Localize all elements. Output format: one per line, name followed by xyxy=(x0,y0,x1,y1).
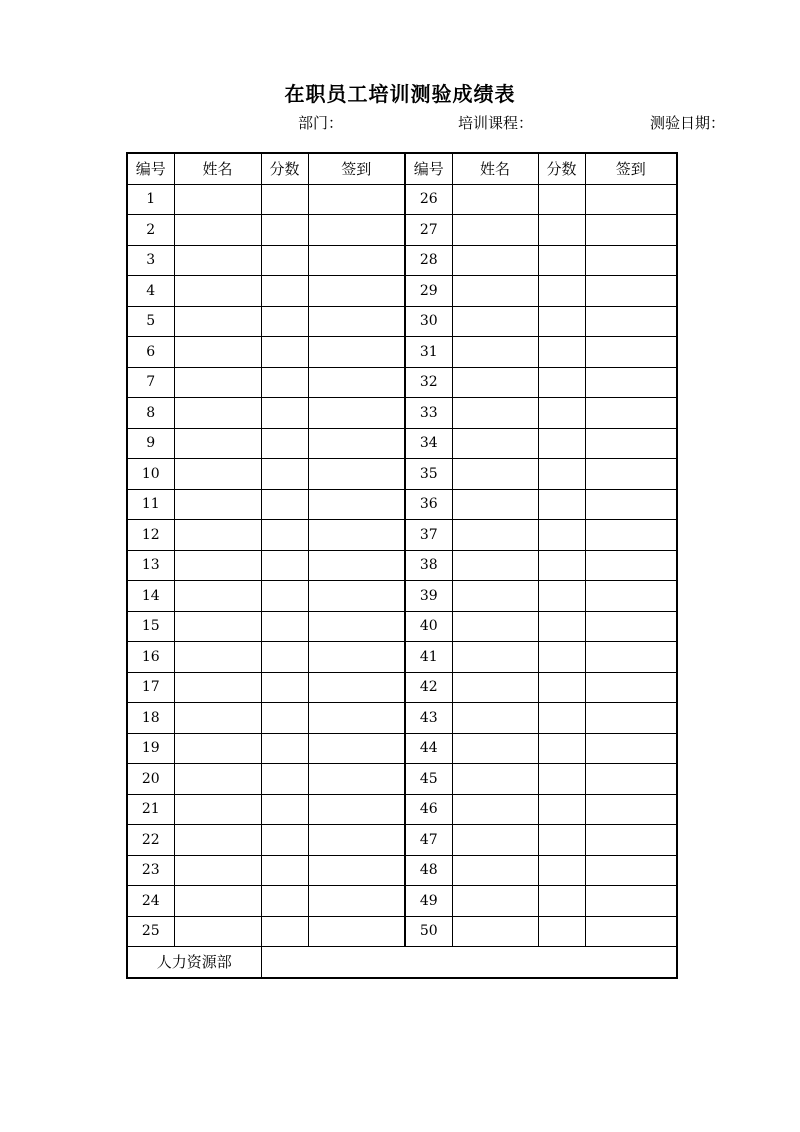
name-cell[interactable] xyxy=(452,916,538,947)
name-cell[interactable] xyxy=(452,855,538,886)
signin-cell[interactable] xyxy=(308,611,405,642)
score-cell[interactable] xyxy=(538,825,585,856)
score-cell[interactable] xyxy=(538,215,585,246)
score-cell[interactable] xyxy=(261,215,308,246)
name-cell[interactable] xyxy=(452,550,538,581)
score-cell[interactable] xyxy=(538,459,585,490)
table-row xyxy=(127,184,677,215)
score-cell[interactable] xyxy=(261,398,308,429)
score-cell[interactable] xyxy=(538,764,585,795)
table-row xyxy=(127,642,677,673)
number-cell: 30 xyxy=(405,306,452,337)
signin-cell[interactable] xyxy=(585,459,677,490)
score-cell[interactable] xyxy=(538,398,585,429)
score-cell[interactable] xyxy=(538,245,585,276)
signin-cell[interactable] xyxy=(308,642,405,673)
signin-cell[interactable] xyxy=(308,337,405,368)
name-cell[interactable] xyxy=(174,184,261,215)
signin-cell[interactable] xyxy=(308,276,405,307)
number-cell: 42 xyxy=(405,672,452,703)
signin-cell[interactable] xyxy=(308,550,405,581)
name-cell[interactable] xyxy=(174,337,261,368)
table-row xyxy=(127,306,677,337)
signin-cell[interactable] xyxy=(308,916,405,947)
signin-cell[interactable] xyxy=(585,703,677,734)
score-cell[interactable] xyxy=(261,276,308,307)
name-cell[interactable] xyxy=(174,550,261,581)
signin-cell[interactable] xyxy=(308,733,405,764)
table-row xyxy=(127,489,677,520)
number-cell: 26 xyxy=(405,184,452,215)
header-number: 编号 xyxy=(127,153,174,184)
score-cell[interactable] xyxy=(538,367,585,398)
table-row xyxy=(127,855,677,886)
name-cell[interactable] xyxy=(174,489,261,520)
name-cell[interactable] xyxy=(174,276,261,307)
table-row xyxy=(127,550,677,581)
number-cell: 9 xyxy=(127,428,174,459)
signin-cell[interactable] xyxy=(308,581,405,612)
name-cell[interactable] xyxy=(174,245,261,276)
name-cell[interactable] xyxy=(174,520,261,551)
signin-cell[interactable] xyxy=(585,794,677,825)
number-cell: 28 xyxy=(405,245,452,276)
table-row xyxy=(127,672,677,703)
name-cell[interactable] xyxy=(174,916,261,947)
table-row xyxy=(127,459,677,490)
name-cell[interactable] xyxy=(174,306,261,337)
number-cell: 39 xyxy=(405,581,452,612)
number-cell: 31 xyxy=(405,337,452,368)
course-label: 培训课程： xyxy=(458,114,534,132)
number-cell: 41 xyxy=(405,642,452,673)
header-signin: 签到 xyxy=(308,153,405,184)
signin-cell[interactable] xyxy=(308,672,405,703)
document-title: 在职员工培训测验成绩表 xyxy=(284,82,516,106)
number-cell: 35 xyxy=(405,459,452,490)
signin-cell[interactable] xyxy=(308,794,405,825)
signin-cell[interactable] xyxy=(585,428,677,459)
number-cell: 5 xyxy=(127,306,174,337)
number-cell: 49 xyxy=(405,886,452,917)
number-cell: 12 xyxy=(127,520,174,551)
signin-cell[interactable] xyxy=(308,855,405,886)
score-cell[interactable] xyxy=(538,794,585,825)
table-row xyxy=(127,337,677,368)
number-cell: 1 xyxy=(127,184,174,215)
name-cell[interactable] xyxy=(452,520,538,551)
table-row xyxy=(127,398,677,429)
score-cell[interactable] xyxy=(538,520,585,551)
number-cell: 13 xyxy=(127,550,174,581)
number-cell: 17 xyxy=(127,672,174,703)
number-cell: 11 xyxy=(127,489,174,520)
name-cell[interactable] xyxy=(174,215,261,246)
number-cell: 18 xyxy=(127,703,174,734)
signin-cell[interactable] xyxy=(585,245,677,276)
score-cell[interactable] xyxy=(538,611,585,642)
signin-cell[interactable] xyxy=(308,703,405,734)
score-cell[interactable] xyxy=(261,520,308,551)
name-cell[interactable] xyxy=(452,489,538,520)
number-cell: 27 xyxy=(405,215,452,246)
name-cell[interactable] xyxy=(452,245,538,276)
signin-cell[interactable] xyxy=(308,764,405,795)
signin-cell[interactable] xyxy=(308,459,405,490)
name-cell[interactable] xyxy=(452,794,538,825)
score-cell[interactable] xyxy=(538,733,585,764)
score-cell[interactable] xyxy=(261,764,308,795)
score-cell[interactable] xyxy=(261,459,308,490)
signin-cell[interactable] xyxy=(308,184,405,215)
name-cell[interactable] xyxy=(174,398,261,429)
signin-cell[interactable] xyxy=(585,611,677,642)
signin-cell[interactable] xyxy=(308,825,405,856)
table-row xyxy=(127,886,677,917)
name-cell[interactable] xyxy=(174,642,261,673)
name-cell[interactable] xyxy=(174,459,261,490)
number-cell: 2 xyxy=(127,215,174,246)
signin-cell[interactable] xyxy=(308,398,405,429)
name-cell[interactable] xyxy=(174,764,261,795)
number-cell: 8 xyxy=(127,398,174,429)
number-cell: 23 xyxy=(127,855,174,886)
signin-cell[interactable] xyxy=(585,642,677,673)
score-cell[interactable] xyxy=(261,428,308,459)
score-cell[interactable] xyxy=(538,855,585,886)
score-cell[interactable] xyxy=(261,672,308,703)
signin-cell[interactable] xyxy=(585,184,677,215)
number-cell: 4 xyxy=(127,276,174,307)
number-cell: 50 xyxy=(405,916,452,947)
number-cell: 3 xyxy=(127,245,174,276)
score-cell[interactable] xyxy=(538,672,585,703)
name-cell[interactable] xyxy=(174,886,261,917)
signin-cell[interactable] xyxy=(585,276,677,307)
table-row xyxy=(127,916,677,947)
number-cell: 45 xyxy=(405,764,452,795)
number-cell: 24 xyxy=(127,886,174,917)
number-cell: 38 xyxy=(405,550,452,581)
signin-cell[interactable] xyxy=(585,367,677,398)
footer-field[interactable] xyxy=(261,947,677,978)
number-cell: 19 xyxy=(127,733,174,764)
signin-cell[interactable] xyxy=(308,428,405,459)
name-cell[interactable] xyxy=(452,428,538,459)
signin-cell[interactable] xyxy=(308,886,405,917)
name-cell[interactable] xyxy=(174,581,261,612)
table-row xyxy=(127,245,677,276)
score-cell[interactable] xyxy=(538,428,585,459)
footer-row xyxy=(127,947,677,978)
header-score: 分数 xyxy=(538,153,585,184)
department-label: 部门： xyxy=(298,114,344,132)
number-cell: 15 xyxy=(127,611,174,642)
score-cell[interactable] xyxy=(261,642,308,673)
number-cell: 33 xyxy=(405,398,452,429)
score-table xyxy=(126,152,678,979)
score-cell[interactable] xyxy=(261,733,308,764)
score-cell[interactable] xyxy=(261,855,308,886)
score-cell[interactable] xyxy=(538,489,585,520)
name-cell[interactable] xyxy=(174,794,261,825)
signin-cell[interactable] xyxy=(585,855,677,886)
name-cell[interactable] xyxy=(452,642,538,673)
number-cell: 7 xyxy=(127,367,174,398)
number-cell: 43 xyxy=(405,703,452,734)
score-cell[interactable] xyxy=(261,245,308,276)
score-cell[interactable] xyxy=(538,703,585,734)
score-cell[interactable] xyxy=(538,337,585,368)
signin-cell[interactable] xyxy=(585,764,677,795)
table-row xyxy=(127,520,677,551)
signin-cell[interactable] xyxy=(308,245,405,276)
name-cell[interactable] xyxy=(174,428,261,459)
signin-cell[interactable] xyxy=(585,825,677,856)
score-cell[interactable] xyxy=(261,581,308,612)
number-cell: 21 xyxy=(127,794,174,825)
header-name: 姓名 xyxy=(452,153,538,184)
score-cell[interactable] xyxy=(538,184,585,215)
signin-cell[interactable] xyxy=(585,672,677,703)
signin-cell[interactable] xyxy=(308,306,405,337)
score-cell[interactable] xyxy=(261,367,308,398)
name-cell[interactable] xyxy=(174,825,261,856)
number-cell: 29 xyxy=(405,276,452,307)
score-cell[interactable] xyxy=(261,703,308,734)
score-cell[interactable] xyxy=(261,916,308,947)
signin-cell[interactable] xyxy=(585,398,677,429)
signin-cell[interactable] xyxy=(308,520,405,551)
score-cell[interactable] xyxy=(538,276,585,307)
score-cell[interactable] xyxy=(538,642,585,673)
table-row xyxy=(127,825,677,856)
number-cell: 20 xyxy=(127,764,174,795)
score-cell[interactable] xyxy=(261,184,308,215)
number-cell: 37 xyxy=(405,520,452,551)
table-row xyxy=(127,581,677,612)
score-cell[interactable] xyxy=(261,825,308,856)
name-cell[interactable] xyxy=(452,367,538,398)
name-cell[interactable] xyxy=(452,398,538,429)
name-cell[interactable] xyxy=(174,703,261,734)
score-cell[interactable] xyxy=(538,550,585,581)
name-cell[interactable] xyxy=(452,459,538,490)
score-cell[interactable] xyxy=(538,581,585,612)
name-cell[interactable] xyxy=(174,367,261,398)
name-cell[interactable] xyxy=(452,611,538,642)
number-cell: 40 xyxy=(405,611,452,642)
signin-cell[interactable] xyxy=(585,581,677,612)
signin-cell[interactable] xyxy=(308,367,405,398)
number-cell: 10 xyxy=(127,459,174,490)
signin-cell[interactable] xyxy=(585,337,677,368)
number-cell: 47 xyxy=(405,825,452,856)
signin-cell[interactable] xyxy=(585,489,677,520)
score-cell[interactable] xyxy=(261,550,308,581)
footer-label: 人力资源部 xyxy=(127,947,261,978)
number-cell: 32 xyxy=(405,367,452,398)
signin-cell[interactable] xyxy=(308,489,405,520)
name-cell[interactable] xyxy=(452,306,538,337)
table-row xyxy=(127,733,677,764)
number-cell: 14 xyxy=(127,581,174,612)
signin-cell[interactable] xyxy=(585,520,677,551)
score-cell[interactable] xyxy=(261,489,308,520)
number-cell: 46 xyxy=(405,794,452,825)
name-cell[interactable] xyxy=(452,825,538,856)
number-cell: 22 xyxy=(127,825,174,856)
name-cell[interactable] xyxy=(452,733,538,764)
signin-cell[interactable] xyxy=(308,215,405,246)
name-cell[interactable] xyxy=(174,733,261,764)
signin-cell[interactable] xyxy=(585,215,677,246)
number-cell: 6 xyxy=(127,337,174,368)
name-cell[interactable] xyxy=(452,337,538,368)
header-number: 编号 xyxy=(405,153,452,184)
name-cell[interactable] xyxy=(452,703,538,734)
score-cell[interactable] xyxy=(261,306,308,337)
score-cell[interactable] xyxy=(538,306,585,337)
number-cell: 36 xyxy=(405,489,452,520)
name-cell[interactable] xyxy=(452,184,538,215)
number-cell: 34 xyxy=(405,428,452,459)
score-cell[interactable] xyxy=(261,337,308,368)
number-cell: 44 xyxy=(405,733,452,764)
header-name: 姓名 xyxy=(174,153,261,184)
score-cell[interactable] xyxy=(538,916,585,947)
number-cell: 25 xyxy=(127,916,174,947)
table-row xyxy=(127,215,677,246)
table-row xyxy=(127,276,677,307)
score-cell[interactable] xyxy=(261,794,308,825)
table-row xyxy=(127,428,677,459)
score-cell[interactable] xyxy=(538,886,585,917)
test-date-label: 测验日期： xyxy=(650,114,726,132)
signin-cell[interactable] xyxy=(585,550,677,581)
name-cell[interactable] xyxy=(174,611,261,642)
name-cell[interactable] xyxy=(452,886,538,917)
name-cell[interactable] xyxy=(452,581,538,612)
table-row xyxy=(127,367,677,398)
score-cell[interactable] xyxy=(261,886,308,917)
table-row xyxy=(127,794,677,825)
signin-cell[interactable] xyxy=(585,733,677,764)
name-cell[interactable] xyxy=(174,855,261,886)
name-cell[interactable] xyxy=(174,672,261,703)
signin-cell[interactable] xyxy=(585,306,677,337)
name-cell[interactable] xyxy=(452,764,538,795)
signin-cell[interactable] xyxy=(585,886,677,917)
signin-cell[interactable] xyxy=(585,916,677,947)
table-row xyxy=(127,703,677,734)
number-cell: 48 xyxy=(405,855,452,886)
name-cell[interactable] xyxy=(452,672,538,703)
header-score: 分数 xyxy=(261,153,308,184)
number-cell: 16 xyxy=(127,642,174,673)
header-row xyxy=(127,153,677,184)
name-cell[interactable] xyxy=(452,215,538,246)
table-row xyxy=(127,764,677,795)
name-cell[interactable] xyxy=(452,276,538,307)
table-row xyxy=(127,611,677,642)
header-signin: 签到 xyxy=(585,153,677,184)
score-cell[interactable] xyxy=(261,611,308,642)
